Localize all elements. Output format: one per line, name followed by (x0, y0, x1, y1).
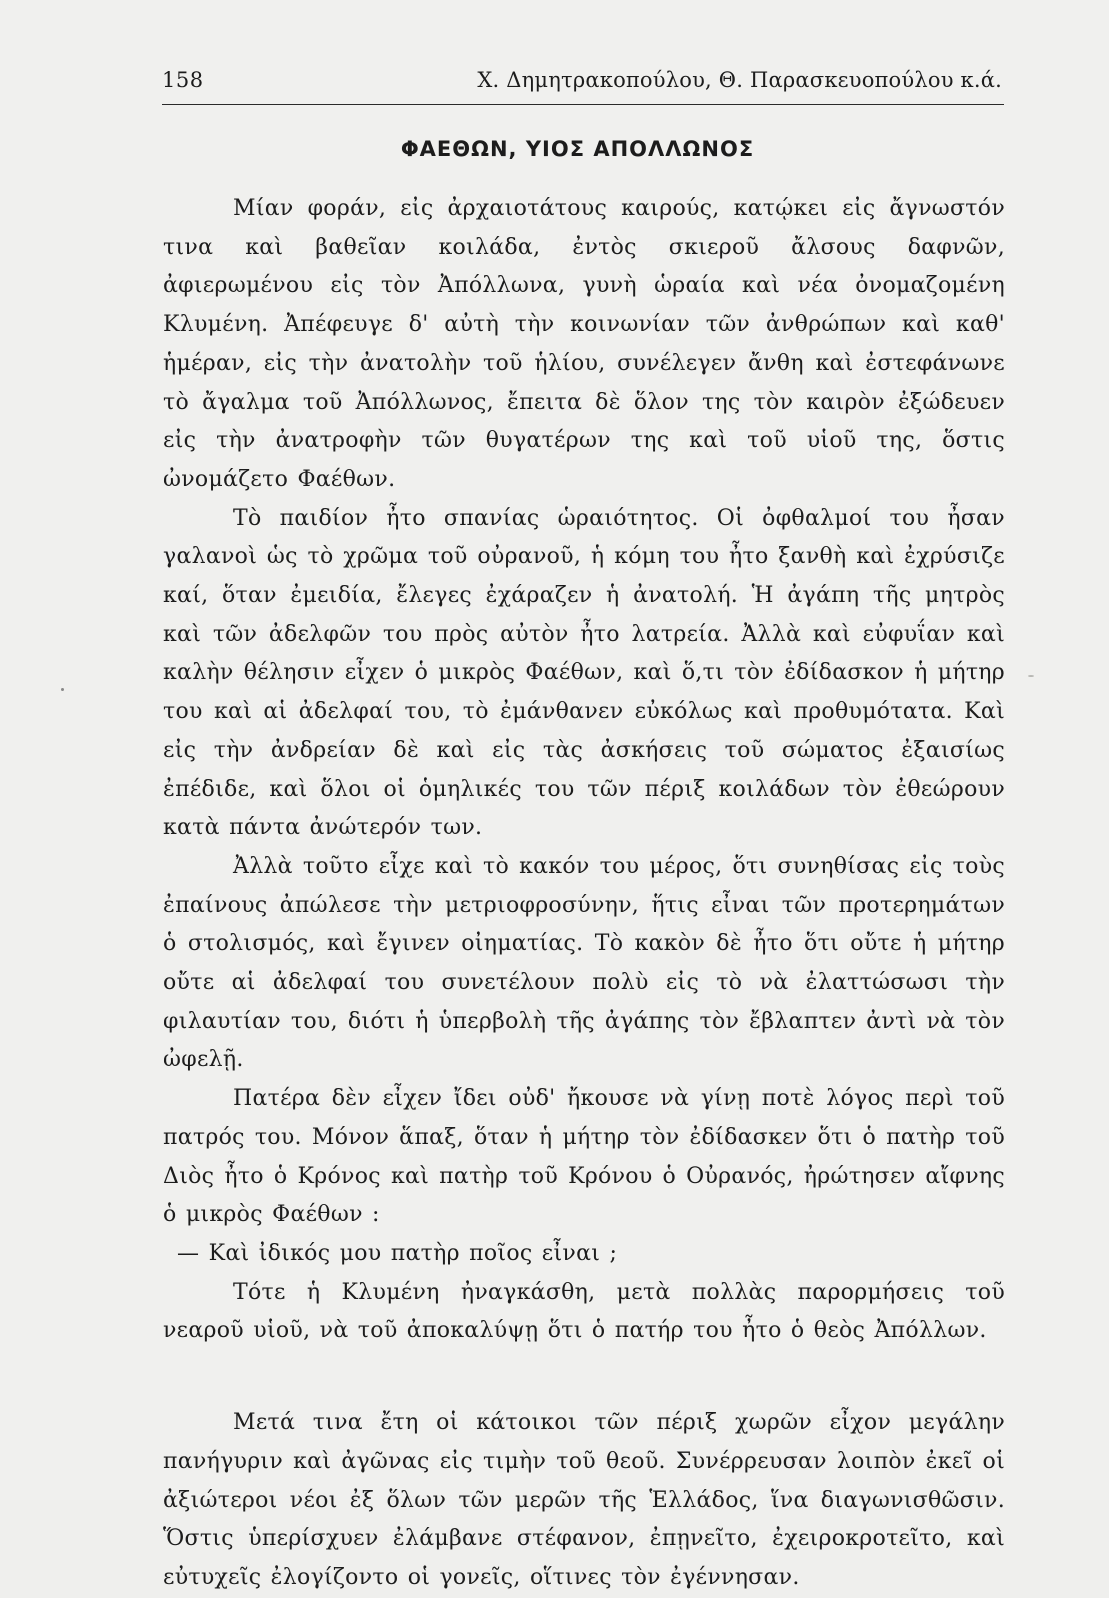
paragraph: Ἀλλὰ τοῦτο εἶχε καὶ τὸ κακόν του μέρος, ὅτι συνηθίσας εἰς τοὺς ἐπαίνους ἀπώλεσε τὴν μετριοφροσύνην, ἥτις εἶναι τῶν προτερημάτων ὁ στολισμός, καὶ ἔγινεν οἰηματίας. Τὸ κακὸν δὲ ἦτο ὅτι οὔτε ἡ μήτηρ οὔτε αἱ ἀδελφαί του συνετέλουν πολὺ εἰς τὸ νὰ ἐλαττώσωσι τὴν φιλαυτίαν του, διότι ἡ ὑπερβολὴ τῆς ἀγάπης τὸν ἔβλαπτεν ἀντὶ νὰ τὸν ὠφελῇ. (163, 853, 1005, 1073)
paragraph: Τὸ παιδίον ἦτο σπανίας ὡραιότητος. Οἱ ὀφθαλμοί του ἦσαν γαλανοὶ ὡς τὸ χρῶμα τοῦ οὐρανοῦ, ἡ κόμη του ἦτο ξανθὴ καὶ ἐχρύσιζε καί, ὅταν ἐμειδία, ἔλεγες ἐχάραζεν ἡ ἀνατολή. Ἡ ἀγάπη τῆς μητρὸς καὶ τῶν ἀδελφῶν του πρὸς αὐτὸν ἦτο λατρεία. Ἀλλὰ καὶ εὐφυΐαν καὶ καλὴν θέλησιν εἶχεν ὁ μικρὸς Φαέθων, καὶ ὅ,τι τὸν ἐδίδασκον ἡ μήτηρ του καὶ αἱ ἀδελφαί του, τὸ ἐμάνθανεν εὐκόλως καὶ προθυμότατα. Καὶ εἰς τὴν ἀνδρείαν δὲ καὶ εἰς τὰς ἀσκήσεις τοῦ σώματος ἐξαισίως ἐπέδιδε, καὶ ὅλοι οἱ ὁμηλικές του τῶν πέριξ κοιλάδων τὸν ἐθεώρουν κατὰ πάντα ἀνώτερόν των. (163, 505, 1005, 841)
dialogue-line: — Καὶ ἰδικός μου πατὴρ ποῖος εἶναι ; (177, 1240, 618, 1266)
body-text (163, 190, 1005, 1598)
paragraph: Μίαν φοράν, εἰς ἀρχαιοτάτους καιρούς, κατῴκει εἰς ἄγνωστόν τινα καὶ βαθεῖαν κοιλάδα, ἐντὸς σκιεροῦ ἄλσους δαφνῶν, ἀφιερωμένου εἰς τὸν Ἀπόλλωνα, γυνὴ ὡραία καὶ νέα ὀνομαζομένη Κλυμένη. Ἀπέφευγε δ' αὐτὴ τὴν κοινωνίαν τῶν ἀνθρώπων καὶ καθ' ἡμέραν, εἰς τὴν ἀνατολὴν τοῦ ἡλίου, συνέλεγεν ἄνθη καὶ ἐστεφάνωνε τὸ ἄγαλμα τοῦ Ἀπόλλωνος, ἔπειτα δὲ ὅλον της τὸν καιρὸν ἐξώδευεν εἰς τὴν ἀνατροφὴν τῶν θυγατέρων της καὶ τοῦ υἱοῦ της, ὅστις ὠνομάζετο Φαέθων. (163, 196, 1005, 492)
header-authors: Χ. Δημητρακοπούλου, Θ. Παρασκευοπούλου κ.ά. (477, 68, 1002, 92)
section-break (163, 1351, 1005, 1404)
paragraph: Τότε ἡ Κλυμένη ἠναγκάσθη, μετὰ πολλὰς παρορμήσεις τοῦ νεαροῦ υἱοῦ, νὰ τοῦ ἀποκαλύψῃ ὅτι ὁ πατήρ του ἦτο ὁ θεὸς Ἀπόλλων. (163, 1279, 1005, 1344)
page-number: 158 (162, 68, 204, 92)
chapter-title: ΦΑΕΘΩΝ, ΥΙΟΣ ΑΠΟΛΛΩΝΟΣ (400, 137, 755, 161)
running-header (162, 64, 1004, 105)
paragraph: Μετά τινα ἔτη οἱ κάτοικοι τῶν πέριξ χωρῶν εἶχον μεγάλην πανήγυριν καὶ ἀγῶνας εἰς τιμὴν τοῦ θεοῦ. Συνέρρευσαν λοιπὸν ἐκεῖ οἱ ἀξιώτεροι νέοι ἐξ ὅλων τῶν μερῶν τῆς Ἑλλάδος, ἵνα διαγωνισθῶσιν. Ὅστις ὑπερίσχυεν ἐλάμβανε στέφανον, ἐπῃνεῖτο, ἐχειροκροτεῖτο, καὶ εὐτυχεῖς ἐλογίζοντο οἱ γονεῖς, οἵτινες τὸν ἐγέννησαν. (163, 1410, 1005, 1590)
print-speck (61, 688, 64, 691)
print-speck (1028, 675, 1034, 677)
paragraph: Πατέρα δὲν εἶχεν ἴδει οὐδ' ἤκουσε νὰ γίνῃ ποτὲ λόγος περὶ τοῦ πατρός του. Μόνον ἅπαξ, ὅταν ἡ μήτηρ τὸν ἐδίδασκεν ὅτι ὁ πατὴρ τοῦ Διὸς ἦτο ὁ Κρόνος καὶ πατὴρ τοῦ Κρόνου ὁ Οὐρανός, ἠρώτησεν αἴφνης ὁ μικρὸς Φαέθων : (163, 1086, 1005, 1228)
